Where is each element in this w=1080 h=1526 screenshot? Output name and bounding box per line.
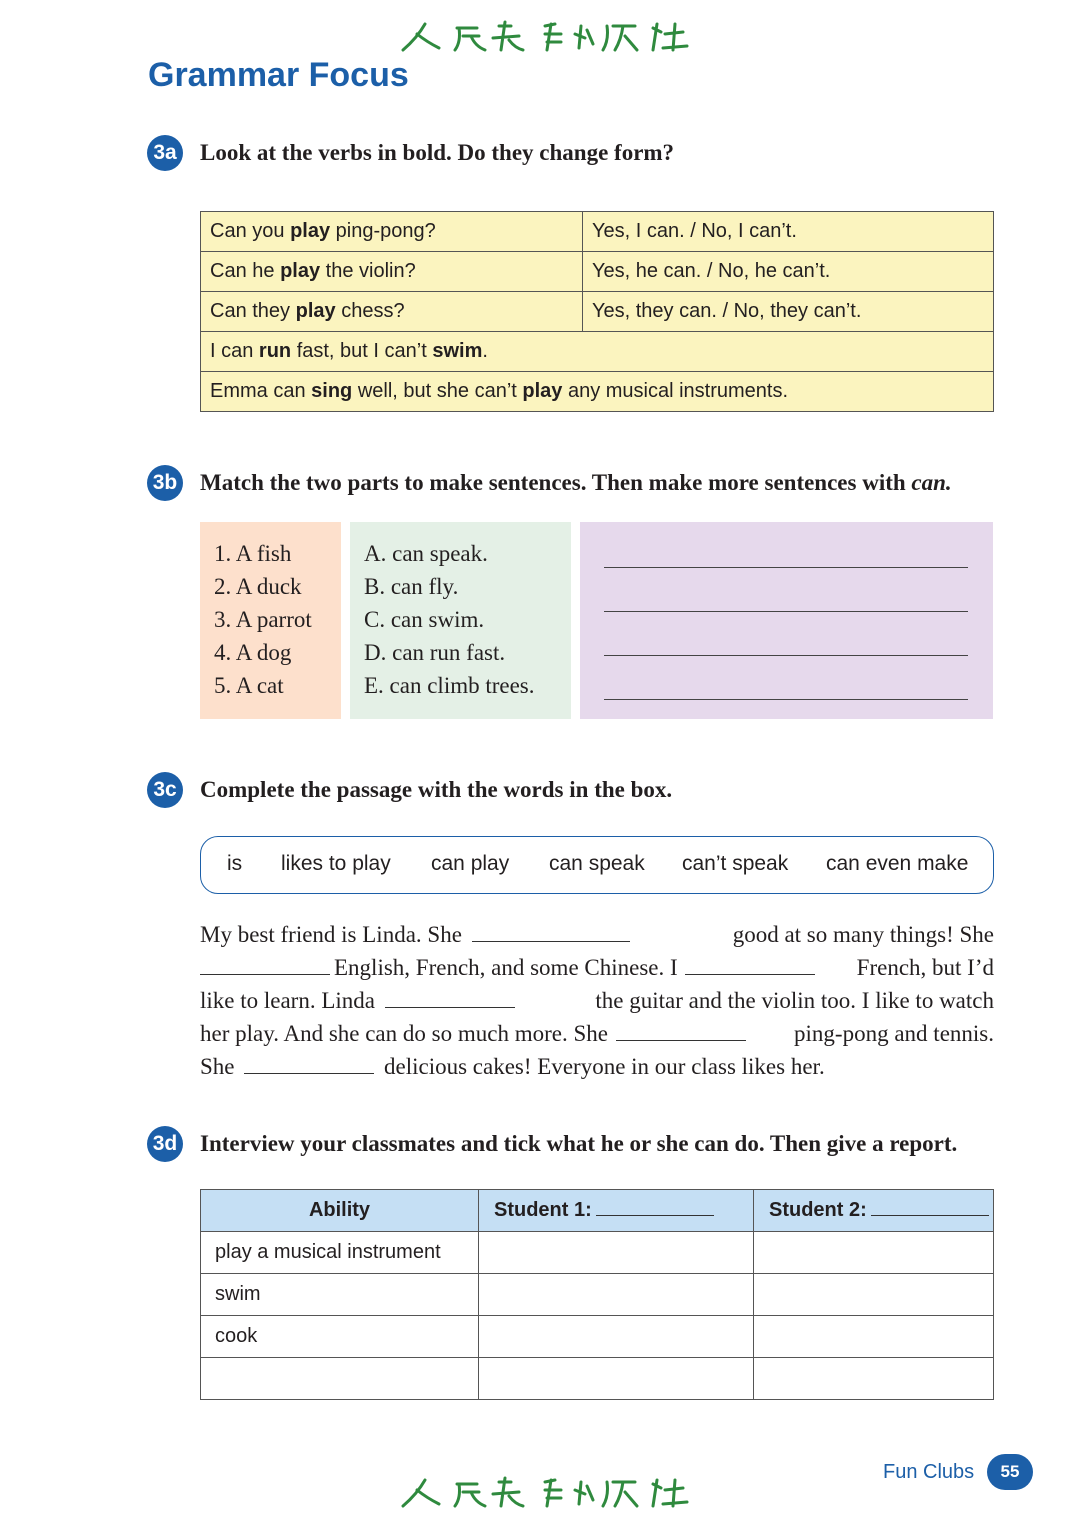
list-item: E. can climb trees. (364, 673, 535, 698)
list-item: B. can fly. (364, 574, 459, 599)
word-option: likes to play (281, 852, 391, 875)
passage-line: My best friend is Linda. She good at so many things! She (200, 922, 994, 947)
table-row (201, 1316, 994, 1358)
table-row (201, 332, 994, 372)
list-item: 1. A fish (214, 541, 292, 566)
answer-blank[interactable] (200, 956, 330, 975)
tick-cell[interactable] (754, 1316, 994, 1358)
answer-blank[interactable] (685, 956, 815, 975)
tick-cell[interactable] (754, 1232, 994, 1274)
tick-cell[interactable] (479, 1274, 754, 1316)
section-badge-3c: 3c (147, 772, 183, 808)
list-item: 3. A parrot (214, 607, 312, 632)
tick-cell[interactable] (754, 1274, 994, 1316)
column-header: Student 2: (754, 1190, 994, 1232)
name-blank[interactable] (596, 1199, 714, 1216)
passage-line: English, French, and some Chinese. I French, but I’d (200, 955, 994, 981)
instruction-3d: Interview your classmates and tick what he or she can do. Then give a report. (200, 1131, 958, 1156)
word-option: is (227, 852, 243, 875)
answer-cell: Yes, he can. / No, he can’t. (583, 252, 994, 292)
writing-line[interactable] (604, 655, 968, 656)
ability-cell: swim (201, 1274, 479, 1316)
table-row (201, 292, 994, 332)
word-option: can even make (826, 852, 969, 875)
list-item: 4. A dog (214, 640, 292, 665)
publisher-calligraphy (395, 1476, 690, 1510)
table-row (201, 1274, 994, 1316)
unit-name: Fun Clubs (883, 1461, 975, 1483)
column-header: Student 1: (479, 1190, 754, 1232)
passage-line: She delicious cakes! Everyone in our class likes her. (200, 1054, 825, 1079)
answer-cell: Yes, I can. / No, I can’t. (583, 212, 994, 252)
passage-line: like to learn. Linda the guitar and the violin too. I like to watch (200, 988, 994, 1013)
section-badge-3d: 3d (147, 1126, 183, 1162)
writing-box (580, 522, 993, 719)
instruction-3b: Match the two parts to make sentences. Then make more sentences with can. (200, 470, 952, 495)
list-item: 5. A cat (214, 673, 284, 698)
name-blank[interactable] (871, 1199, 989, 1216)
grammar-table-3a (200, 211, 994, 412)
column-header: Ability (201, 1190, 479, 1232)
ability-cell: play a musical instrument (201, 1232, 479, 1274)
section-badge-3a: 3a (147, 135, 183, 171)
table-row (201, 1358, 994, 1400)
answer-cell: Yes, they can. / No, they can’t. (583, 292, 994, 332)
word-option: can speak (549, 852, 645, 875)
writing-line[interactable] (604, 567, 968, 568)
page-number: 55 (987, 1454, 1033, 1490)
instruction-3c: Complete the passage with the words in the box. (200, 777, 673, 802)
table-row (201, 372, 994, 412)
ability-cell: cook (201, 1316, 479, 1358)
answer-blank[interactable] (244, 1055, 374, 1074)
table-row (201, 252, 994, 292)
writing-line[interactable] (604, 699, 968, 700)
list-item: A. can speak. (364, 541, 488, 566)
passage-line: her play. And she can do so much more. She ping-pong and tennis. (200, 1021, 994, 1046)
publisher-calligraphy (395, 20, 690, 54)
answer-blank[interactable] (472, 923, 630, 942)
instruction-3a: Look at the verbs in bold. Do they change form? (200, 140, 675, 165)
example-cell: I can run fast, but I can’t swim. (201, 332, 994, 372)
tick-cell[interactable] (479, 1358, 754, 1400)
tick-cell[interactable] (754, 1358, 994, 1400)
ability-cell[interactable] (201, 1358, 479, 1400)
tick-cell[interactable] (479, 1316, 754, 1358)
page-title: Grammar Focus (148, 56, 409, 94)
list-item: 2. A duck (214, 574, 302, 599)
answer-blank[interactable] (385, 989, 515, 1008)
question-cell: Can he play the violin? (201, 252, 583, 292)
list-item: C. can swim. (364, 607, 485, 632)
list-item: D. can run fast. (364, 640, 506, 665)
tick-cell[interactable] (479, 1232, 754, 1274)
question-cell: Can you play ping-pong? (201, 212, 583, 252)
writing-line[interactable] (604, 611, 968, 612)
word-option: can’t speak (682, 852, 789, 875)
example-cell: Emma can sing well, but she can’t play any musical instruments. (201, 372, 994, 412)
answer-blank[interactable] (616, 1022, 746, 1041)
table-row (201, 212, 994, 252)
table-row (201, 1232, 994, 1274)
table-header-row (201, 1190, 994, 1232)
word-option: can play (431, 852, 510, 875)
section-badge-3b: 3b (147, 465, 183, 501)
interview-table-3d (200, 1189, 994, 1400)
question-cell: Can they play chess? (201, 292, 583, 332)
